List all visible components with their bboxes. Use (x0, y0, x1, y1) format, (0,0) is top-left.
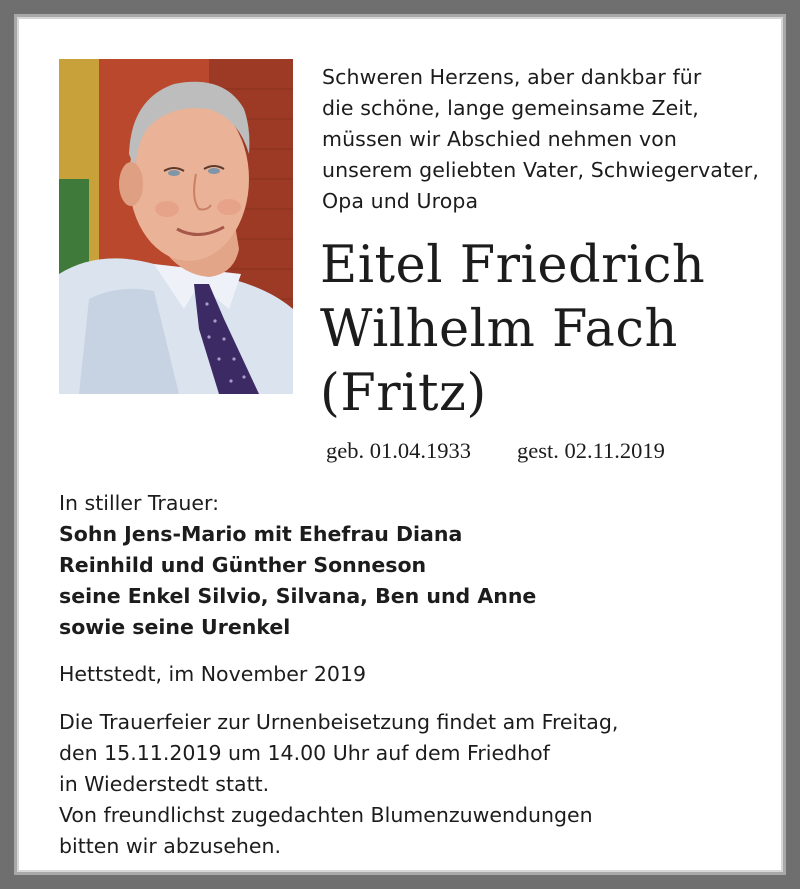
portrait-illustration (59, 59, 293, 394)
mourner-name: Sohn Jens-Mario mit Ehefrau Diana (59, 522, 463, 546)
notice-line: den 15.11.2019 um 14.00 Uhr auf dem Friedhof (59, 741, 550, 765)
notice-line: in Wiederstedt statt. (59, 772, 270, 796)
funeral-notice (59, 707, 779, 862)
mourner-name: Reinhild und Günther Sonneson (59, 553, 427, 577)
birth-date: geb. 01.04.1933 (326, 438, 471, 463)
intro-line: Schweren Herzens, aber dankbar für (322, 65, 702, 89)
mourners-block (59, 488, 779, 643)
mourners-label: In stiller Trauer: (59, 491, 219, 515)
deceased-name (320, 234, 790, 426)
name-line: (Fritz) (320, 364, 487, 423)
mourner-name: seine Enkel Silvio, Silvana, Ben und Anne (59, 584, 537, 608)
mourner-name: sowie seine Urenkel (59, 615, 291, 639)
intro-line: Opa und Uropa (322, 189, 479, 213)
notice-line: bitten wir abzusehen. (59, 834, 282, 858)
place-date: Hettstedt, im November 2019 (59, 662, 367, 686)
death-date: gest. 02.11.2019 (517, 438, 665, 463)
intro-text (322, 62, 792, 217)
notice-line: Die Trauerfeier zur Urnenbeisetzung findet am Freitag, (59, 710, 619, 734)
life-dates (326, 438, 665, 464)
notice-line: Von freundlichst zugedachten Blumenzuwendungen (59, 803, 593, 827)
intro-line: die schöne, lange gemeinsame Zeit, (322, 96, 699, 120)
name-line: Eitel Friedrich (320, 236, 706, 295)
intro-line: müssen wir Abschied nehmen von (322, 127, 678, 151)
name-line: Wilhelm Fach (320, 300, 678, 359)
intro-line: unserem geliebten Vater, Schwiegervater, (322, 158, 759, 182)
portrait-photo (59, 59, 293, 394)
